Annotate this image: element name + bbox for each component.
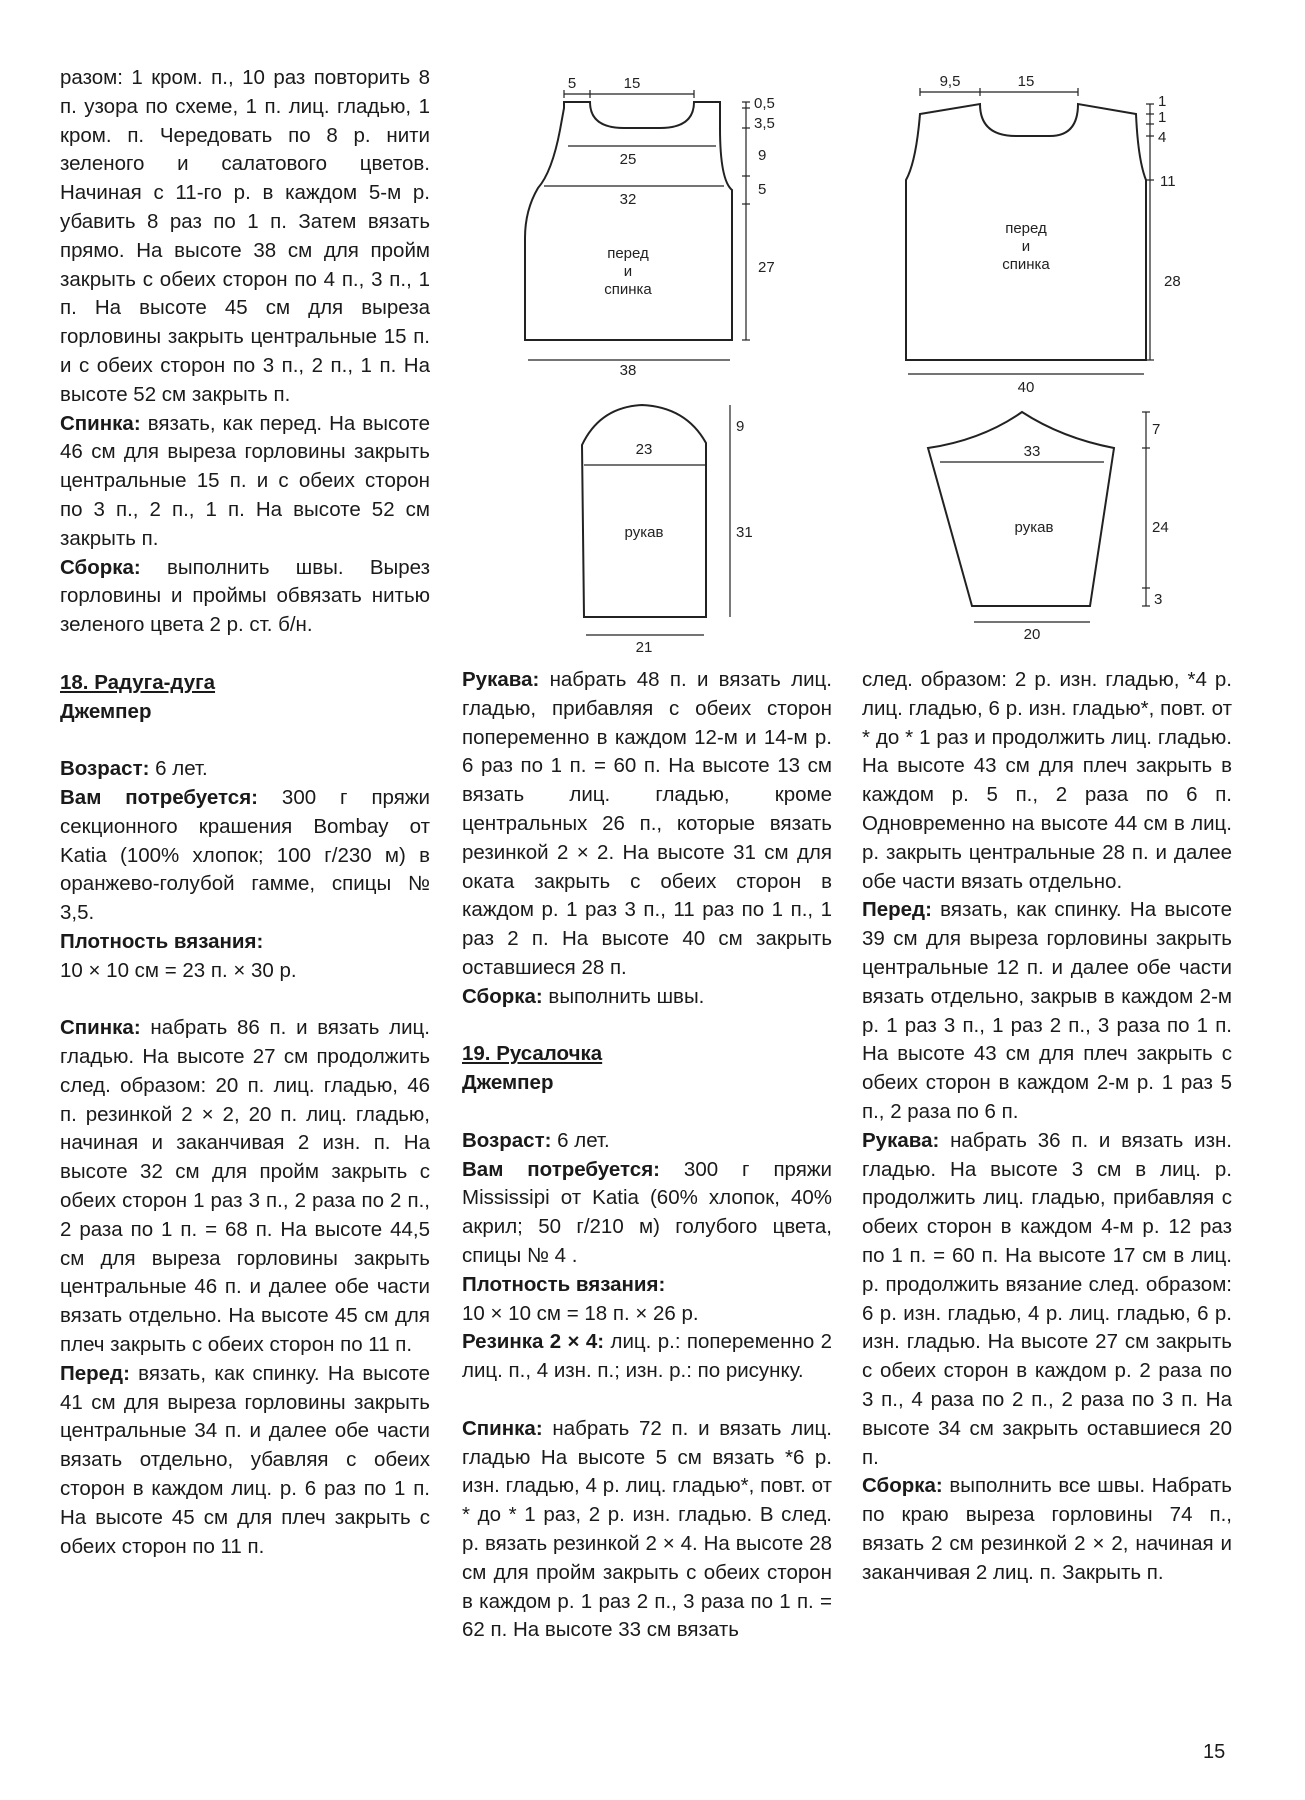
pattern19-materials: [462, 1156, 832, 1271]
pattern19-front: [862, 896, 1232, 1126]
back-text: набрать 72 п. и вязать лиц. гладью На высоте 5 см вязать *6 р. изн. гладью, 4 р. лиц. гладью*, повт. от * до * 1 раз, 2 р. изн. гладью. В след. р. вязать резинкой 2 × 4. На высоте 28 см для пройм закрыть с обеих сторон в каждом р. 1 раз 2 п., 3 раза по 1 п. = 62 п. На высоте 33 см вязать: [462, 1416, 832, 1642]
front-label: Перед:: [862, 898, 932, 922]
pattern19-subtitle: Джемпер: [462, 1071, 554, 1095]
dim-h-cap: 7: [1152, 421, 1161, 438]
age-text: 6 лет.: [149, 757, 208, 781]
assembly-label: Сборка:: [60, 555, 141, 579]
pattern18-materials: [60, 784, 430, 928]
back-label: Спинка:: [60, 1016, 141, 1040]
dim-width-bottom: 20: [1023, 626, 1041, 643]
dim-h-cuff: 3: [1154, 591, 1163, 608]
pattern18-title: 18. Радуга-дуга: [60, 670, 216, 694]
pattern18-assembly: [462, 983, 832, 1012]
body-outline: [525, 102, 732, 340]
pattern18-subtitle: Джемпер: [60, 699, 152, 723]
pattern19-title: 19. Русалочка: [462, 1042, 603, 1066]
dim-top-left: 5: [567, 75, 577, 92]
dim-top-left: 9,5: [939, 73, 961, 90]
pattern18-density-text: 10 × 10 см = 23 п. × 30 р.: [60, 958, 297, 982]
front-text: вязать, как спинку. На высоте 41 см для выреза горловины закрыть центральные 34 п. и далее обе части вязать отдельно, убавляя с обеих сторон в каждом лиц. р. 6 раз по 1 п. На высоте 45 см для плеч закрыть с обеих сторон по 11 п.: [60, 1361, 430, 1558]
diagram-19-sleeve: [920, 410, 1169, 650]
front-label: Перед:: [60, 1361, 130, 1385]
text-column-3: [862, 666, 1232, 1588]
sleeve-outline: [582, 405, 706, 617]
dim-width-top: 23: [635, 441, 653, 458]
dim-h-cap: 9: [736, 418, 745, 435]
piece-label: рукав: [1014, 519, 1054, 536]
age-label: Возраст:: [462, 1128, 552, 1152]
dim-h-27: 27: [758, 259, 775, 276]
assembly-text: выполнить швы.: [542, 984, 705, 1008]
pattern19-density-label: Плотность вязания:: [462, 1272, 666, 1296]
assembly-label: Сборка:: [862, 1474, 943, 1498]
dim-h-35: 3,5: [754, 115, 775, 132]
rib-label: Резинка 2 × 4:: [462, 1330, 605, 1354]
front-text: вязать, как спинку. На высоте 39 см для выреза горловины закрыть центральные 12 п. и далее обе части вязать отдельно, закрыв в каждом 2-м р. 1 раз 3 п., 1 раз 2 п., 3 раза по 1 п. На высоте 43 см для плеч закрыть с обеих сторон в каждом 2-м р. 1 раз 5 п., 2 раза по 6 п.: [862, 898, 1232, 1123]
dim-h-1a: 1: [1158, 93, 1167, 110]
dim-top-neck: 15: [623, 75, 641, 92]
assembly-text: выполнить все швы. Набрать по краю выреза горловины 74 п., вязать 2 см резинкой 2 × 2, начиная и заканчивая 2 лиц. п. Закрыть п.: [862, 1474, 1232, 1584]
assembly-label: Сборка:: [462, 984, 543, 1008]
sleeves-label: Рукава:: [462, 668, 540, 691]
pattern19-age: [462, 1127, 832, 1156]
sleeves-text: набрать 36 п. и вязать изн. гладью. На высоте 3 см в лиц. р. продолжить лиц. гладью, прибавляя с обеих сторон в каждом 4-м р. 12 раз по 1 п. = 60 п. На высоте 17 см в лиц. р. продолжить вязание след. образом: 6 р. изн. гладью, 4 р. лиц. гладью, 6 р. изн. гладью. На высоте 27 см закрыть с обеих сторон в каждом р. 2 раза по 3 п., 4 раза по 2 п., 2 раза по 3 п. На высоте 34 см закрыть оставшиеся 20 п.: [862, 1128, 1232, 1469]
pattern18-density-label: Плотность вязания:: [60, 929, 264, 953]
pattern18-front: [60, 1360, 430, 1562]
page-number: 15: [1203, 1741, 1226, 1763]
pattern19-assembly: [862, 1472, 1232, 1587]
age-text: 6 лет.: [551, 1128, 610, 1152]
dim-h-body: 24: [1152, 519, 1169, 536]
dim-h-9: 9: [758, 147, 767, 164]
pattern19-density-text: 10 × 10 см = 18 п. × 26 р.: [462, 1301, 699, 1325]
materials-label: Вам потребуется:: [462, 1157, 660, 1181]
sleeve-outline: [928, 412, 1114, 606]
rib-text: лиц. р.: попеременно 2 лиц. п., 4 изн. п.; изн. р.: по рисунку.: [462, 1330, 833, 1383]
dim-width-bottom: 40: [1017, 379, 1035, 396]
piece-label-2: и: [623, 263, 633, 280]
materials-text: 300 г пряжи Mississipi от Katia (60% хлопок, 40% акрил; 50 г/210 м) голубого цвета, спицы № 4 .: [462, 1157, 832, 1267]
dim-width-38: 38: [619, 362, 637, 379]
dim-h-11: 11: [1160, 173, 1176, 190]
pattern17-front-text: разом: 1 кром. п., 10 раз повторить 8 п. узора по схеме, 1 п. лиц. гладью, 1 кром. п. Чередовать по 8 р. нити зеленого и салатового цветов. Начиная с 11-го р. в каждом 5-м р. убавить 8 раз по 1 п. Затем вязать прямо. На высоте 38 см для пройм закрыть с обеих сторон по 4 п., 3 п., 1 п. На высоте 45 см для выреза горловины закрыть центральные 15 п. и с обеих сторон по 3 п., 2 п., 1 п. На высоте 52 см закрыть п.: [60, 66, 430, 406]
piece-label-2: и: [1021, 238, 1031, 255]
assembly-text: выполнить швы. Вырез горловины и проймы обвязать нитью зеленого цвета 2 р. ст. б/н.: [60, 555, 430, 637]
back-label: Спинка:: [60, 411, 141, 435]
dim-width-bottom: 21: [635, 639, 653, 656]
dim-h-body: 31: [736, 524, 753, 541]
piece-label-3: спинка: [604, 281, 652, 298]
piece-label: рукав: [624, 524, 664, 541]
materials-text: 300 г пряжи секционного крашения Bombay от Katia (100% хлопок; 100 г/230 м) в оранжево-голубой гамме, спицы № 3,5.: [60, 785, 430, 925]
dim-h-4: 4: [1158, 129, 1167, 146]
text-column-1: [60, 64, 430, 1561]
pattern17-assembly-paragraph: [60, 554, 430, 640]
piece-label-3: спинка: [1002, 256, 1050, 273]
piece-label-1: перед: [1005, 220, 1047, 237]
dim-h-28: 28: [1164, 273, 1181, 290]
pattern18-back: [60, 1014, 430, 1360]
materials-label: Вам потребуется:: [60, 785, 258, 809]
pattern19-back: [462, 1415, 832, 1645]
pattern17-back-paragraph: [60, 410, 430, 554]
dim-width-top: 33: [1023, 443, 1041, 460]
dim-top-neck: 15: [1017, 73, 1035, 90]
diagram-18-body: [510, 70, 775, 390]
back-text: вязать, как перед. На высоте 46 см для выреза горловины закрыть центральные 15 п. и с обеих сторон по 3 п., 2 п., 1 п. На высоте 52 см закрыть п.: [60, 411, 430, 550]
back-label: Спинка:: [462, 1416, 543, 1440]
pattern19-rib: [462, 1328, 832, 1386]
dim-width-25: 25: [619, 151, 637, 168]
dim-h-05: 0,5: [754, 95, 775, 112]
sleeves-text: набрать 48 п. и вязать лиц. гладью, прибавляя с обеих сторон попеременно в каждом 12-м и 14-м р. 6 раз по 1 п. = 60 п. На высоте 13 см вязать лиц. гладью, кроме центральных 26 п., которые вязать резинкой 2 × 2. На высоте 31 см для оката закрыть с обеих сторон в каждом р. 1 раз 3 п., 11 раз по 1 п., 1 раз 2 п. На высоте 40 см закрыть оставшиеся 28 п.: [462, 668, 832, 979]
dim-width-32: 32: [619, 191, 637, 208]
dim-h-1b: 1: [1158, 109, 1167, 126]
piece-label-1: перед: [607, 245, 649, 262]
sleeves-label: Рукава:: [862, 1128, 940, 1152]
text-column-2: [462, 666, 832, 1645]
pattern18-age: [60, 755, 430, 784]
dim-h-5: 5: [758, 181, 767, 198]
back-text: набрать 86 п. и вязать лиц. гладью. На высоте 27 см продолжить след. образом: 20 п. лиц. гладью, 46 п. резинкой 2 × 2, 20 п. лиц. гладью, начиная и заканчивая 2 изн. п. На высоте 32 см для пройм закрыть с обеих сторон 1 раз 3 п., 2 раза по 2 п., 2 раза по 1 п. = 68 п. На высоте 44,5 см для выреза горловины закрыть центральные 46 п. и далее обе части вязать отдельно. На высоте 45 см для плеч закрыть с обеих сторон по 11 п.: [60, 1016, 430, 1357]
pattern19-back-continued: след. образом: 2 р. изн. гладью, *4 р. лиц. гладью, 6 р. изн. гладью*, повт. от * до * 1 раз и продолжить лиц. гладью. На высоте 43 см для плеч закрыть в каждом р. 5 п., 2 раза по 6 п. Одновременно на высоте 44 см в лиц. р. закрыть центральные 28 п. и далее обе части вязать отдельно.: [862, 668, 1232, 893]
age-label: Возраст:: [60, 757, 150, 781]
pattern19-sleeves: [862, 1127, 1232, 1473]
diagram-19-body: [900, 70, 1190, 400]
pattern18-sleeves: [462, 666, 832, 983]
diagram-18-sleeve: [570, 395, 770, 655]
